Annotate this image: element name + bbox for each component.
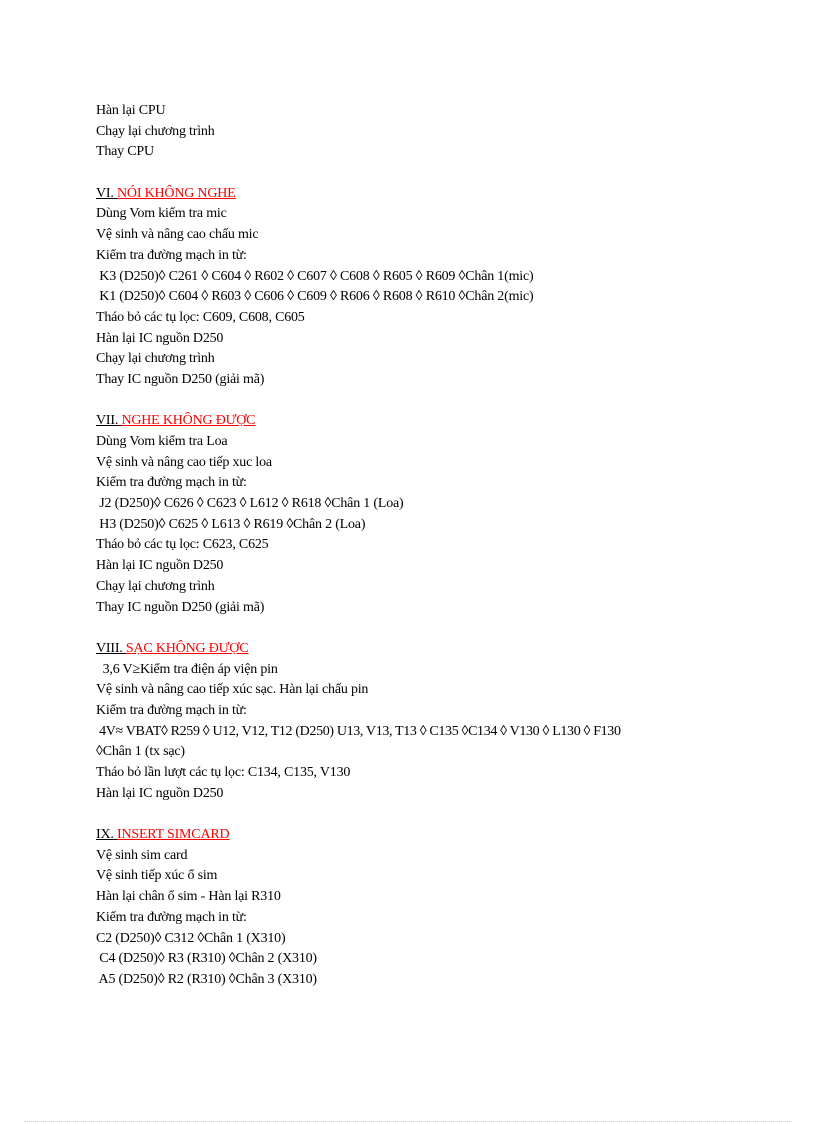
section-title: NGHE KHÔNG ĐƯỢC bbox=[121, 413, 256, 429]
text-line: 3,6 V≥Kiểm tra điện áp viện pin bbox=[96, 661, 278, 677]
circuit-path-line: J2 (D250)◊ C626 ◊ C623 ◊ L612 ◊ R618 ◊Chân 1 (Loa) bbox=[96, 496, 404, 512]
spacer bbox=[96, 804, 756, 825]
document-page bbox=[96, 101, 756, 991]
text-line: Vệ sinh và nâng cao tiếp xúc sạc. Hàn lại chấu pin bbox=[96, 682, 369, 698]
text-line: Vệ sinh và nâng cao chấu mic bbox=[96, 227, 259, 243]
text-line: Hàn lại IC nguồn D250 bbox=[96, 330, 224, 346]
section-title: NÓI KHÔNG NGHE bbox=[117, 185, 236, 201]
text-line: Vệ sinh sim card bbox=[96, 847, 188, 863]
text-line: Hàn lại IC nguồn D250 bbox=[96, 785, 224, 801]
spacer bbox=[96, 163, 756, 184]
circuit-path-line: 4V≈ VBAT◊ R259 ◊ U12, V12, T12 (D250) U13, V13, T13 ◊ C135 ◊C134 ◊ V130 ◊ L130 ◊ F130 bbox=[96, 723, 621, 739]
section-number: IX. bbox=[96, 827, 114, 843]
text-line: Dùng Vom kiểm tra Loa bbox=[96, 434, 228, 449]
circuit-path-line: A5 (D250)◊ R2 (R310) ◊Chân 3 (X310) bbox=[96, 971, 317, 987]
section-heading bbox=[96, 825, 756, 846]
section-number: VII. bbox=[96, 413, 119, 429]
text-line: Dùng Vom kiểm tra mic bbox=[96, 206, 227, 222]
text-line: Vệ sinh tiếp xúc ổ sim bbox=[96, 868, 218, 884]
circuit-path-line: ◊Chân 1 (tx sạc) bbox=[96, 744, 185, 760]
text-line: Thay CPU bbox=[96, 144, 154, 160]
text-line: Vệ sinh và nâng cao tiếp xuc loa bbox=[96, 454, 272, 470]
spacer bbox=[96, 391, 756, 412]
text-line: Thay IC nguồn D250 (giải mã) bbox=[96, 371, 265, 387]
circuit-path-line: H3 (D250)◊ C625 ◊ L613 ◊ R619 ◊Chân 2 (Loa) bbox=[96, 516, 366, 532]
circuit-path-line: C2 (D250)◊ C312 ◊Chân 1 (X310) bbox=[96, 930, 286, 946]
section-heading bbox=[96, 184, 756, 205]
text-line: Kiểm tra đường mạch in từ: bbox=[96, 702, 247, 718]
section-title: INSERT SIMCARD bbox=[117, 827, 230, 843]
text-line: Kiểm tra đường mạch in từ: bbox=[96, 247, 247, 263]
section-number: VI. bbox=[96, 185, 114, 201]
text-line: Tháo bỏ các tụ lọc: C623, C625 bbox=[96, 537, 269, 553]
text-line: Thay IC nguồn D250 (giải mã) bbox=[96, 599, 265, 615]
text-line: Chạy lại chương trình bbox=[96, 351, 215, 367]
section-heading bbox=[96, 639, 756, 660]
section-number: VIII. bbox=[96, 640, 123, 656]
spacer bbox=[96, 618, 756, 639]
text-line: Hàn lại CPU bbox=[96, 103, 166, 118]
text-line: Kiểm tra đường mạch in từ: bbox=[96, 909, 247, 925]
section-heading bbox=[96, 411, 756, 432]
text-line: Kiểm tra đường mạch in từ: bbox=[96, 475, 247, 491]
section-title: SẠC KHÔNG ĐƯỢC bbox=[125, 640, 249, 656]
text-line: Chạy lại chương trình bbox=[96, 123, 215, 139]
page-bottom-divider bbox=[24, 1121, 792, 1122]
circuit-path-line: C4 (D250)◊ R3 (R310) ◊Chân 2 (X310) bbox=[96, 951, 317, 967]
text-line: Tháo bỏ lần lượt các tụ lọc: C134, C135, V130 bbox=[96, 765, 351, 780]
text-line: Hàn lại IC nguồn D250 bbox=[96, 558, 224, 574]
text-line: Chạy lại chương trình bbox=[96, 578, 215, 594]
circuit-path-line: K1 (D250)◊ C604 ◊ R603 ◊ C606 ◊ C609 ◊ R606 ◊ R608 ◊ R610 ◊Chân 2(mic) bbox=[96, 289, 534, 305]
circuit-path-line: K3 (D250)◊ C261 ◊ C604 ◊ R602 ◊ C607 ◊ C608 ◊ R605 ◊ R609 ◊Chân 1(mic) bbox=[96, 268, 534, 284]
text-line: Hàn lại chân ổ sim - Hàn lại R310 bbox=[96, 889, 281, 905]
text-line: Tháo bỏ các tụ lọc: C609, C608, C605 bbox=[96, 309, 305, 325]
